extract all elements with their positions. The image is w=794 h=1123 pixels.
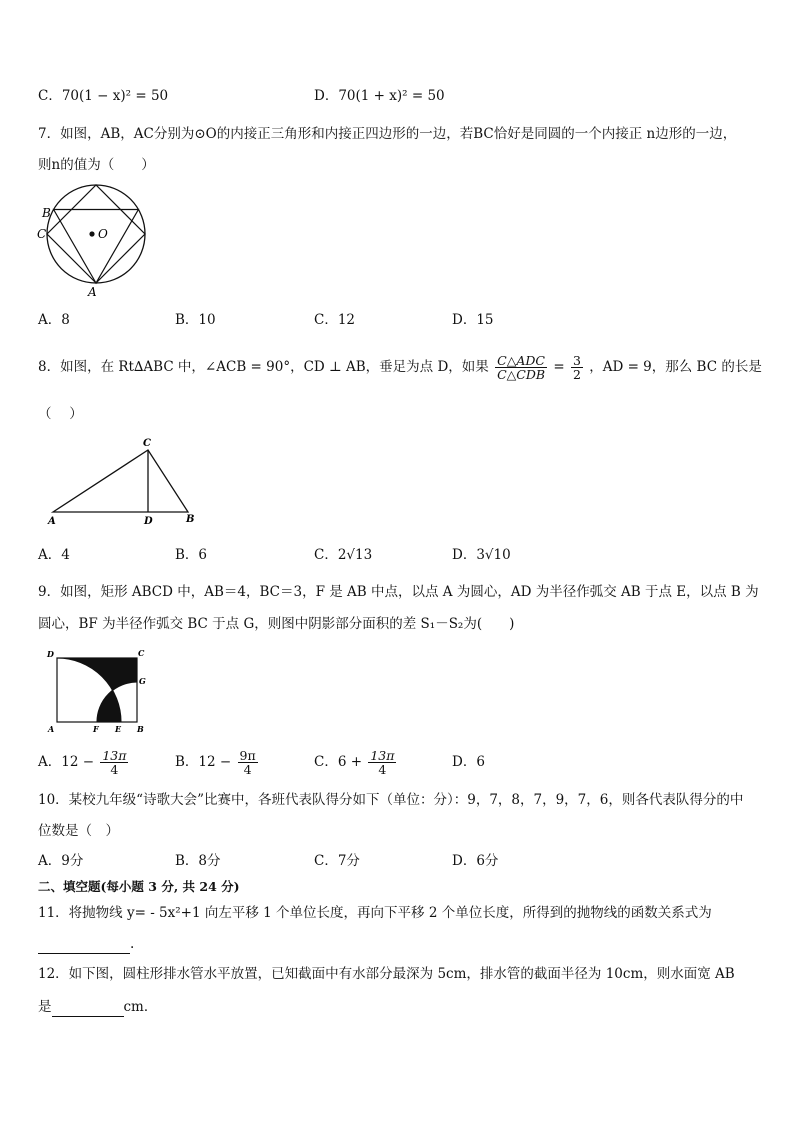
q10-stem-line2: 位数是（ ） [38,823,119,839]
q9-option-c-num: 13π [370,747,395,763]
q9-stem-line1: 9．如图，矩形 ABCD 中，AB＝4，BC＝3，F 是 AB 中点，以点 A 为圆心，AD 为半径作弧交 AB 于点 E，以点 B 为 [38,584,759,600]
q7-label-b: B [42,206,51,220]
q9-label-e: E [115,724,122,734]
q9-stem-line2: 圆心，BF 为半径作弧交 BC 于点 G，则图中阴影部分面积的差 S₁－S₂为( ) [38,616,515,632]
q11-answer-line [38,933,134,954]
q12-pre: 是 [38,999,52,1015]
q8-equals: = [553,359,565,375]
q8-perimeter-fraction [495,354,547,381]
q9-option-a-den: 4 [110,762,119,777]
q7-center-point [89,231,94,236]
q8-option-c: C．2√13 [314,547,373,563]
q9-option-b-num: 9π [239,747,256,763]
q7-option-a: A．8 [38,312,70,328]
q11-stem-line1: 11．将抛物线 y= - 5x²+1 向左平移 1 个单位长度，再向下平移 2 个单位长度，所得到的抛物线的函数关系式为 [38,905,712,921]
q10-option-d: D．6分 [452,853,499,869]
q7-inscribed-triangle [54,210,139,284]
q11-answer-blank[interactable] [38,933,130,954]
q9-option-a-pre: A．12 − [38,754,95,770]
q8-ratio-fraction [571,354,583,381]
q11-tail: . [130,936,135,952]
q12-post: cm． [123,999,158,1015]
q9-figure [40,646,160,736]
q9-option-b-den: 4 [243,762,252,777]
q10-option-a: A．9分 [38,853,84,869]
q12-stem-line1: 12．如下图，圆柱形排水管水平放置，已知截面中有水部分最深为 5cm，排水管的截面半径为 10cm，则水面宽 AB [38,966,735,982]
q9-option-c-fraction [368,749,396,776]
q9-option-c [314,742,398,782]
q8-stem-line1 [38,348,762,386]
q7-label-a: A [88,285,97,299]
q6-option-c: C．70(1 − x)² = 50 [38,88,169,104]
q8-stem-post: ，AD = 9，那么 BC 的长是 [589,359,762,375]
q8-label-c: C [143,438,151,449]
q8-paren: （ ） [38,406,83,422]
q8-figure [40,432,210,532]
q6-option-d: D．70(1 + x)² = 50 [314,88,445,104]
q9-option-b-pre: B．12 − [175,754,232,770]
section2-title: 二、填空题(每小题 3 分, 共 24 分) [38,879,240,894]
q9-option-d: D．6 [452,754,485,770]
q9-option-a-fraction [100,749,128,776]
q12-stem-line2 [38,996,157,1017]
q8-triangle-abc [53,450,188,512]
q8-label-b: B [186,514,195,525]
q7-stem-line2: 则n的值为（ ） [38,157,155,173]
q8-stem-pre: 8．如图，在 Rt∆ABC 中，∠ACB = 90°，CD ⊥ AB，垂足为点 D，如果 [38,359,489,375]
q9-label-f: F [93,724,99,734]
q7-option-b: B．10 [175,312,216,328]
q8-frac-numerator: C△ADC [495,354,547,368]
q7-figure [30,180,160,300]
q9-option-c-den: 4 [378,762,387,777]
q9-label-a: A [48,724,55,734]
q8-ratio-numerator: 3 [572,352,581,368]
q9-label-g: G [139,676,146,686]
q8-option-a: A．4 [38,547,70,563]
q8-frac-denominator: C△CDB [497,367,546,382]
q9-label-d: D [47,649,54,659]
q8-option-d: D．3√10 [452,547,511,563]
q9-option-a-num: 13π [102,747,127,763]
q8-label-d: D [144,516,153,527]
q7-circle-o [47,185,145,283]
q7-stem-line1: 7．如图，AB，AC分别为⊙O的内接正三角形和内接正四边形的一边，若BC恰好是同圆的一个内接正 n边形的一边， [38,126,737,142]
q9-option-c-pre: C．6 + [314,754,363,770]
q7-label-c: C [37,227,47,241]
q7-label-o: O [98,227,108,241]
q10-option-c: C．7分 [314,853,360,869]
q9-option-a [38,742,130,782]
q10-option-b: B．8分 [175,853,221,869]
q12-answer-blank[interactable] [52,996,124,1017]
q10-stem-line1: 10．某校九年级“诗歌大会”比赛中，各班代表队得分如下（单位：分）：9，7，8，7，9，7，6，则各代表队得分的中 [38,792,744,808]
q9-label-b: B [137,724,144,734]
q8-ratio-denominator: 2 [572,367,581,382]
q8-option-b: B．6 [175,547,208,563]
q7-option-c: C．12 [314,312,356,328]
q8-label-a: A [48,516,56,527]
q7-option-d: D．15 [452,312,494,328]
q9-option-b-fraction [238,749,258,776]
q9-option-b [175,742,260,782]
q9-label-c: C [138,648,145,658]
